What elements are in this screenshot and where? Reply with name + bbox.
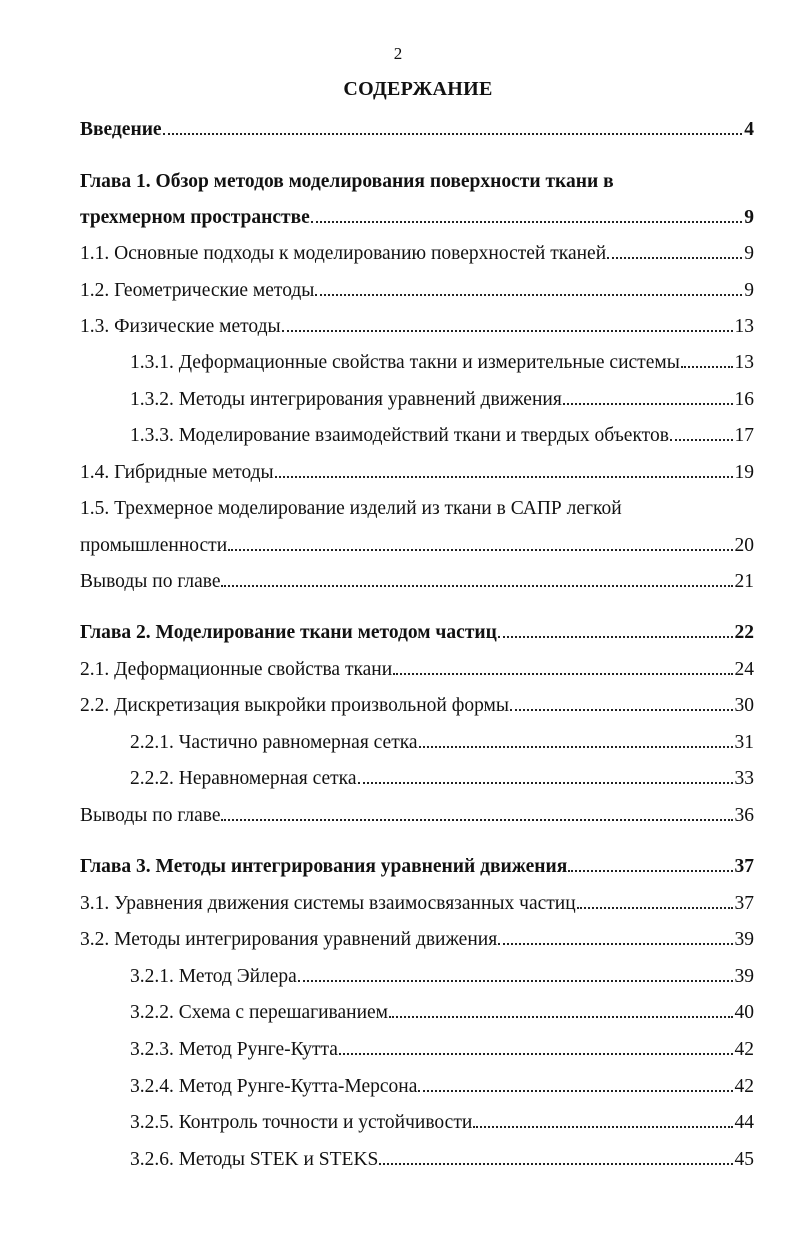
toc-entry-page: 42 (734, 1076, 754, 1097)
toc-entry-chapter1-line1: Глава 1. Обзор методов моделирования поверхности ткани в (80, 171, 614, 192)
toc-entry-label: 1.1. Основные подходы к моделированию поверхностей тканей (80, 243, 607, 264)
toc-entry-3-1[interactable] (80, 892, 754, 916)
toc-entry-label: 3.1. Уравнения движения системы взаимосвязанных частиц (80, 893, 576, 914)
toc-entry-page: 40 (734, 1002, 754, 1023)
leader-dots (670, 437, 733, 441)
toc-entry-label: 2.2.2. Неравномерная сетка (130, 768, 357, 789)
toc-entry-3-2-3[interactable] (130, 1038, 754, 1062)
toc-entry-1-1[interactable] (80, 242, 754, 266)
leader-dots (577, 905, 733, 909)
toc-entry-1-4[interactable] (80, 461, 754, 485)
toc-title: СОДЕРЖАНИЕ (343, 78, 493, 100)
toc-entry-chapter1-conclusions[interactable] (80, 570, 754, 594)
toc-entry-page: 13 (734, 352, 754, 373)
toc-entry-chapter2[interactable] (80, 621, 754, 645)
toc-entry-1-2[interactable] (80, 279, 754, 303)
leader-dots (311, 219, 742, 223)
toc-entry-1-3-1[interactable] (130, 351, 754, 375)
leader-dots (563, 401, 733, 405)
toc-entry-2-2-1[interactable] (130, 731, 754, 755)
toc-entry-page: 16 (734, 389, 754, 410)
toc-entry-page: 33 (734, 768, 754, 789)
leader-dots (358, 780, 733, 784)
toc-entry-label: 1.2. Геометрические методы (80, 280, 315, 301)
toc-entry-page: 30 (734, 695, 754, 716)
leader-dots (379, 1161, 732, 1165)
toc-entry-3-2-1[interactable] (130, 965, 754, 989)
leader-dots (418, 1088, 732, 1092)
toc-entry-label: 3.2.5. Контроль точности и устойчивости (130, 1112, 473, 1133)
toc-entry-page: 21 (734, 571, 754, 592)
leader-dots (510, 707, 733, 711)
toc-entry-label: Введение (80, 119, 162, 140)
toc-entry-page: 9 (744, 280, 754, 301)
toc-entry-label: 3.2. Методы интегрирования уравнений движения (80, 929, 498, 950)
leader-dots (473, 1124, 732, 1128)
toc-entry-1-3-2[interactable] (130, 388, 754, 412)
toc-entry-page: 9 (744, 243, 754, 264)
toc-entry-label: 2.2.1. Частично равномерная сетка (130, 732, 418, 753)
toc-entry-3-2-4[interactable] (130, 1075, 754, 1099)
leader-dots (568, 868, 732, 872)
toc-entry-label: 3.2.2. Схема с перешагиванием (130, 1002, 389, 1023)
toc-entry-page: 22 (734, 622, 754, 643)
leader-dots (221, 583, 732, 587)
toc-entry-label: 2.2. Дискретизация выкройки произвольной формы (80, 695, 509, 716)
toc-entry-page: 17 (734, 425, 754, 446)
toc-entry-page: 37 (734, 856, 754, 877)
toc-entry-label: промышленности (80, 535, 228, 556)
toc-entry-label: 2.1. Деформационные свойства ткани (80, 659, 393, 680)
toc-entry-label: 3.2.6. Методы STEK и STEKS (130, 1149, 379, 1170)
toc-entry-page: 36 (734, 805, 754, 826)
toc-entry-introduction[interactable] (80, 118, 754, 142)
toc-entry-3-2-6[interactable] (130, 1148, 754, 1172)
toc-entry-page: 39 (734, 929, 754, 950)
toc-entry-page: 42 (734, 1039, 754, 1060)
toc-entry-2-2[interactable] (80, 694, 754, 718)
toc-entry-chapter2-conclusions[interactable] (80, 804, 754, 828)
leader-dots (419, 744, 733, 748)
toc-entry-3-2[interactable] (80, 928, 754, 952)
toc-entry-2-2-2[interactable] (130, 767, 754, 791)
toc-entry-1-5[interactable] (80, 534, 754, 558)
leader-dots (681, 364, 733, 368)
toc-entry-page: 20 (734, 535, 754, 556)
leader-dots (221, 817, 732, 821)
toc-entry-page: 39 (734, 966, 754, 987)
toc-entry-1-3-3[interactable] (130, 424, 754, 448)
toc-entry-label: Глава 3. Методы интегрирования уравнений движения (80, 856, 568, 877)
leader-dots (393, 671, 732, 675)
toc-entry-label: трехмерном пространстве (80, 207, 310, 228)
leader-dots (298, 978, 733, 982)
toc-entry-chapter1[interactable] (80, 206, 754, 230)
leader-dots (315, 292, 742, 296)
leader-dots (607, 255, 742, 259)
toc-entry-label: 1.4. Гибридные методы (80, 462, 274, 483)
leader-dots (282, 328, 733, 332)
toc-entry-page: 45 (734, 1149, 754, 1170)
toc-entry-page: 4 (744, 119, 754, 140)
toc-entry-1-3[interactable] (80, 315, 754, 339)
toc-entry-3-2-2[interactable] (130, 1001, 754, 1025)
leader-dots (163, 131, 743, 135)
toc-entry-page: 9 (744, 207, 754, 228)
leader-dots (498, 634, 733, 638)
leader-dots (389, 1014, 732, 1018)
toc-entry-page: 37 (734, 893, 754, 914)
toc-entry-3-2-5[interactable] (130, 1111, 754, 1135)
toc-entry-label: 1.3.1. Деформационные свойства такни и измерительные системы (130, 352, 680, 373)
leader-dots (498, 941, 732, 945)
toc-entry-label: 1.3. Физические методы (80, 316, 281, 337)
toc-entry-chapter3[interactable] (80, 855, 754, 879)
toc-entry-label: Выводы по главе (80, 571, 221, 592)
toc-entry-label: 3.2.4. Метод Рунге-Кутта-Мерсона (130, 1076, 418, 1097)
toc-entry-label: 1.3.3. Моделирование взаимодействий ткани и твердых объектов (130, 425, 669, 446)
toc-entry-1-5-line1: 1.5. Трехмерное моделирование изделий из ткани в САПР легкой (80, 498, 622, 519)
toc-entry-page: 24 (734, 659, 754, 680)
toc-entry-label: Выводы по главе (80, 805, 221, 826)
toc-entry-page: 19 (734, 462, 754, 483)
toc-entry-label: 3.2.1. Метод Эйлера (130, 966, 297, 987)
toc-entry-label: 3.2.3. Метод Рунге-Кутта (130, 1039, 338, 1060)
leader-dots (339, 1051, 733, 1055)
leader-dots (228, 547, 732, 551)
leader-dots (275, 474, 733, 478)
toc-entry-label: Глава 2. Моделирование ткани методом частиц (80, 622, 497, 643)
toc-entry-page: 13 (734, 316, 754, 337)
page-number: 2 (393, 44, 403, 63)
toc-entry-page: 44 (734, 1112, 754, 1133)
toc-entry-label: 1.3.2. Методы интегрирования уравнений движения (130, 389, 562, 410)
toc-entry-2-1[interactable] (80, 658, 754, 682)
toc-entry-page: 31 (734, 732, 754, 753)
